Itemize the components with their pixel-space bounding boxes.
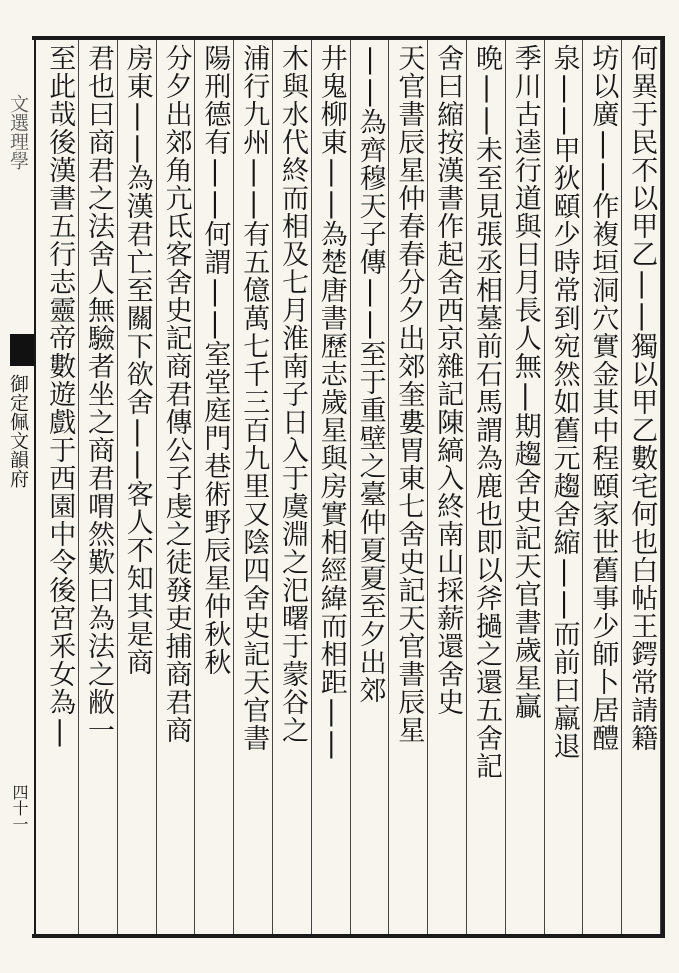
text-column: 何異于民不以甲乙||獨以甲乙數宅何也白帖王鍔常請籍 [626, 44, 658, 752]
text-column: 分夕出郊角亢氐客舍史記商君傳公子虔之徒發吏捕商君商 [160, 44, 192, 744]
book-title: 御定佩文韻府 [7, 374, 29, 488]
text-column: 至此哉後漢書五行志靈帝數遊戲于西園中令後宮釆女為| [44, 44, 76, 748]
text-column: 木與水代終而相及七月淮南子日入于虞淵之汜曙于蒙谷之 [277, 44, 308, 744]
text-column: 浦行九州||有五億萬七千三百九里又陰四舍史記天官書 [238, 44, 270, 752]
folio-number: 四十一 [10, 784, 29, 832]
text-column: 季川古逵行道與日月長人無|期趨舍史記天官書歲星贏 [509, 44, 541, 720]
margin-border [34, 40, 36, 934]
text-column: 井鬼柳東||為楚唐書歷志歲星與房實相經緯而相距|| [315, 44, 347, 760]
text-column: 舍曰縮按漢書作起舍西京雜記陳縞入終南山採薪還舍史 [432, 44, 464, 716]
frame-top-border [32, 36, 664, 40]
text-column: 坊以廣||作複垣洞穴實金其中程頤家世舊事少師卜居醴 [587, 44, 619, 752]
text-column: ||為齊穆天子傳||至于重壁之臺仲夏夏至夕出郊 [354, 44, 386, 704]
frame-bottom-border [32, 934, 664, 938]
frame-right-border [661, 36, 665, 938]
text-column: 陽刑德有||何謂||室堂庭門巷術野辰星仲秋秋 [199, 44, 231, 676]
text-column: 君也曰商君之法舍人無驗者坐之商君喟然歎曰為法之敝一 [83, 44, 114, 744]
text-column: 天官書辰星仲春春分夕出郊奎婁胃東七舍史記天官書辰星 [393, 44, 425, 744]
margin-fishtail-block [10, 334, 36, 366]
text-column: 房東||為漢君亡至關下欲舍||客人不知其是商 [121, 44, 153, 676]
left-margin [4, 44, 32, 934]
text-column: 晩||未至見張丞相墓前石馬謂為鹿也即以斧撾之還五舍記 [471, 44, 502, 780]
text-column: 泉||甲狄頤少時常到宛然如舊元趨舍縮||而前曰羸退 [548, 44, 580, 760]
margin-top-text: 文選理學 [7, 94, 29, 170]
